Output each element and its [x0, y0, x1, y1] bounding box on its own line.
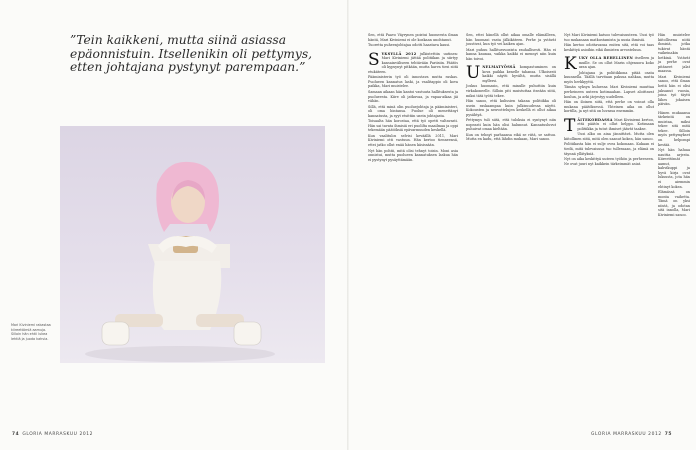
body-paragraph: Toisaalta hän korostaa, että työ opetti valtavasti. Hän sai tavata ihmisiä eri puolilta maailmaa ja oppi tekemään päätöksiä epävarmuuden keskellä. [368, 119, 458, 133]
body-paragraph: Hän sanoo, että kulissien takana politiikka oli usein raskaampaa kuin julkisuudessa näytti. Kokousten ja neuvottelujen keskellä ei ollut aikaa pysähtyä. [466, 99, 556, 117]
body-paragraph: Sen, että Paavo Väyrynen poistui huoneesta ilman häntä, Mari Kiviniemi ei ole koskaan unohtanut. [368, 33, 458, 42]
body-paragraph: Kun on tehnyt parhaansa eikä se riitä, se sattuu. Mutta en kadu, että lähdin mukaan, Mari sanoo. [466, 132, 556, 142]
body-text: julkistettiin uutinen: Mari Kiviniemi jättää politiikan ja siirtyy kansainväliseen tehtävään Pariisiin. Päätös oli kypsynyt pitkään, mutta harva tiesi siitä etukäteen. [368, 51, 458, 74]
article-column-1 [368, 33, 458, 163]
body-paragraph: Nyt Mari Kiviniemi katsoo tulevaisuuteen. Uusi työ tuo mukanaan matkustamista ja uusia ihmisiä. [564, 33, 654, 42]
body-paragraph: Mari puhuu hallitusvuosista rauhallisesti. Hän ei kanna kaunaa, vaikka kaikki ei mennyt niin kuin hän toivoi. [466, 47, 556, 61]
photo-caption: Mari Kiviniemi rakastaa kiireettömiä aamuja. Silloin hän ehtii lukea lehtiä ja juoda kahvia. [11, 323, 51, 341]
body-paragraph: Nyt hän haluaa nauttia arjesta. Kiireettömät aamut, kahvikuppi ja hyvä kirja ovat luksusta, jota hän ei aiemmin ehtinyt kokea. [658, 148, 690, 189]
page-number-right: 75 [664, 432, 673, 437]
drop-cap: T [564, 115, 576, 136]
page-gutter [347, 0, 349, 450]
page-number-left: 74 [12, 432, 20, 437]
body-paragraph: Hän kertoo odottavansa eniten sitä, että voi taas keskittyä asioihin eikä ihmisten arvosteluun. [564, 43, 654, 52]
publication-left: GLORIA MARRASKUU 2012 [22, 432, 94, 437]
body-paragraph: Tuoretta puheenjohtajaa odotti haastava kausi. [368, 43, 451, 48]
body-paragraph: Joskus huomasin, että minulle puhuttiin kuin virkakoneelle. Silloin piti muistuttaa itseään siitä, miksi tätä työtä tekee. [466, 84, 556, 98]
body-paragraph: Kun vaalitulos selvisi keväällä 2011, Mari Kiviniemi otti vastuun. Hän kertoo tienneensä, ettei jatko ollut enää hänen käsissään. [368, 133, 458, 148]
body-paragraph: Sillä, että minä olin puoluejohtaja ja pääministeri, oli oma hintansa. Puolue oli menettänyt kannatusta, ja syyt etsittiin usein johtajasta. [368, 104, 458, 118]
drop-cap: S [368, 49, 380, 70]
body-paragraph: Samaan aikaan hän kantoi vastuuta hallituksesta ja puolueesta. Kiire oli jatkuvaa, ja vapaa-aikaa jäi vähän. [368, 90, 458, 104]
lead-in: UKY OLLA REHELLINEN [578, 56, 634, 61]
body-paragraph: Mari Kiviniemi sanoo, että ilman heitä hän ei olisi jaksanut vuosia, joina työ täytti lähes jokaisen päivän. [658, 74, 690, 107]
body-paragraph: Pettymys tuli siitä, että tuloksia ei syntynyt niin nopeasti kuin hän olisi halunnut. Kannatusluvut puhuivat omaa kieltään. [466, 118, 556, 132]
lead-in: YKSYLLÄ 2012 [381, 51, 417, 56]
lead-in: ÄITEKOHDASSA [577, 117, 613, 122]
body-text: itselleen ja muille. Se on ollut Marin ohjenuora koko uran ajan. [578, 56, 655, 70]
body-paragraph: Uusi alku on aina jännittävä. Mutta olen kiitollinen siitä, mitä olen saanut kokea, hän sanoo. [564, 132, 654, 141]
article-column-4 [658, 33, 690, 218]
body-paragraph: Hän muistelee kiitollisena niitä ihmisiä, jotka tukivat häntä vaikeinakin hetkinä. Ystävät ja perhe ovat pitäneet jalat maassa. [658, 33, 690, 74]
article-column-2 [466, 33, 556, 143]
section-opening [564, 54, 655, 75]
folio-left [12, 432, 93, 437]
publication-right: GLORIA MARRASKUU 2012 [591, 432, 662, 437]
pull-quote: ”Tein kaikkeni, mutta siinä asiassa epäonnistuin. Itsellenikin oli pettymys, etten johtajana pystynyt parempaan.” [70, 33, 313, 75]
body-text: kompastuminen on kova paikka kenelle tahansa. Ulkoisesti kaikki näytti hyvältä, mutta sisällä myllersi. [482, 65, 556, 83]
body-paragraph: Elämässä on monta vaihetta. Tämä on yksi niistä, ja odotan sitä innolla, Mari Kiviniemi sanoo. [658, 190, 690, 217]
body-paragraph: Hän on iloinen siitä, että perhe on voinut olla mukana päätöksessä. Yhteinen aika on ollut kortilla, ja nyt sitä on luvassa enemmän. [564, 100, 654, 114]
drop-cap: U [466, 63, 481, 84]
section-opening [466, 65, 556, 83]
portrait-photo [60, 126, 325, 363]
folio-right [591, 432, 672, 437]
section-opening [658, 111, 690, 147]
body-text: Hänen mukaansa tärkeintä on muistaa, miksi tekee sitä mitä tekee. Silloin myös pettymykset on helpompi kestää. [658, 110, 690, 147]
body-paragraph: Sen, ettei hänellä ollut aikaa omalle elämälleen, hän huomasi vasta jälkikäteen. Perhe ja ystävät joustivat, kun työ vei kaiken ajan. [466, 33, 556, 47]
body-text: Mari Kiviniemi kertoo, että päätös ei ollut helppo. Kotimaan politiikka ja tutut ihmiset jäävät taakse. [577, 117, 654, 131]
body-paragraph: Pääministerin työ oli innostava mutta raskas. Puolueen kannatus laski, ja vaalitappio oli kova paikka, Mari muistelee. [368, 75, 458, 89]
portrait-illustration [60, 126, 325, 363]
body-paragraph: Johtajana ja poliitikkona pitää osata kuunnella. Täällä tarvitaan paksua nahkaa, mutta myös herkkyyttä. [564, 70, 654, 84]
drop-cap: K [564, 54, 577, 75]
body-paragraph: Tämän syksyn kuluessa Mari Kiviniemi muuttaa perheineen uuteen kotimaahan. Lapset aloittavat koulun, ja arki järjestyy uudelleen. [564, 85, 654, 99]
section-opening [368, 49, 458, 75]
article-column-3 [564, 33, 654, 167]
lead-in: NELMATYÖSSÄ [482, 65, 516, 70]
body-paragraph: Politiikasta hän ei sulje ovea kokonaan. Kukaan ei tiedä, mitä tulevaisuus tuo tullessaan, ja elämä on täynnä yllätyksiä. [564, 142, 654, 156]
body-paragraph: Nyt hän pohtii, mitä olisi tehnyt toisin. Moni asia onnistui, mutta puolueen kannatuksen laskua hän ei pystynyt pysäyttämään. [368, 148, 458, 162]
body-paragraph: Nyt on aika keskittyä uuteen työhön ja perheeseen. Ne ovat juuri nyt kaikkein tärkeimmät asiat. [564, 157, 654, 166]
section-opening [564, 115, 654, 136]
